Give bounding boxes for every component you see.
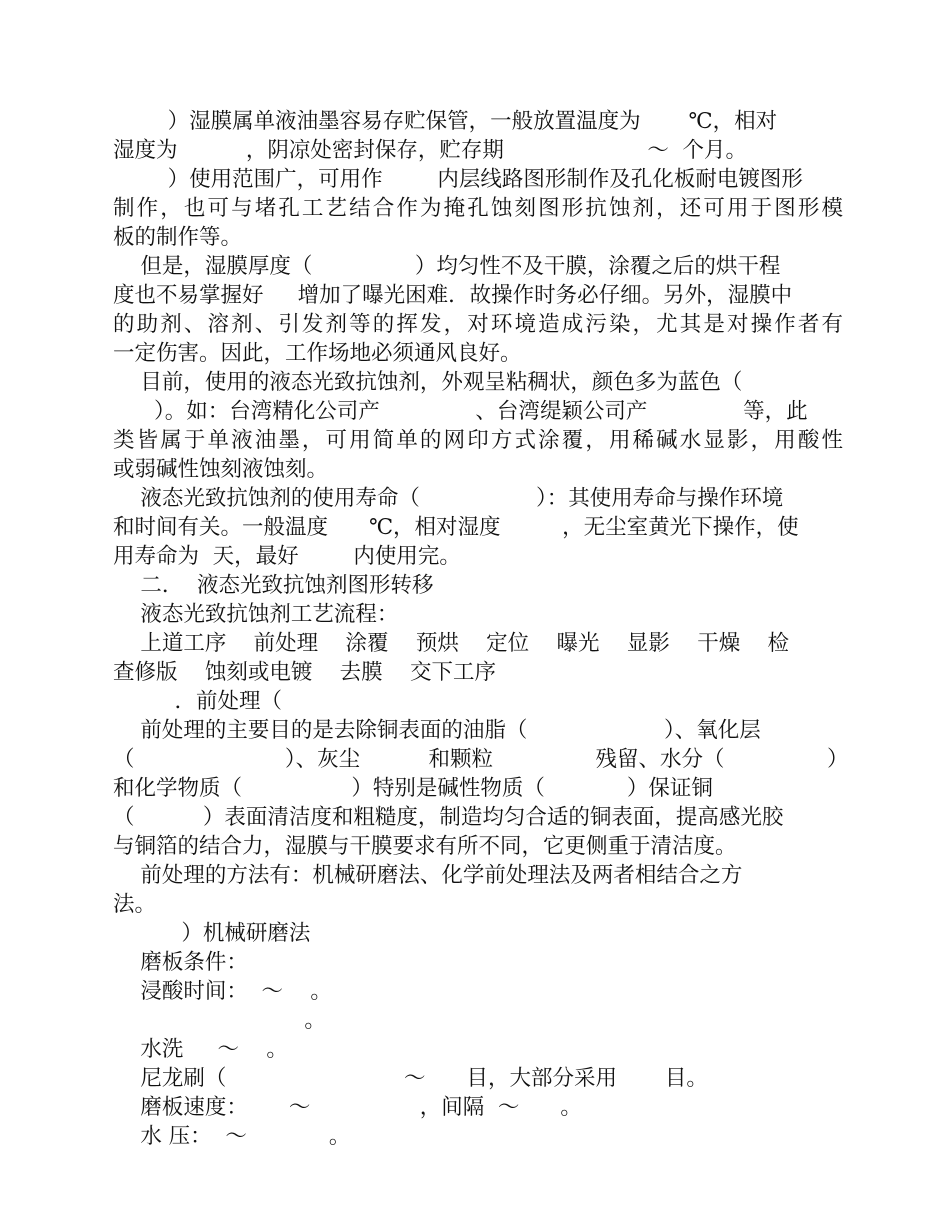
text-line-34: 尼龙刷（ ～ 目，大部分采用 目。 (113, 1066, 708, 1091)
text-line-8: 的助剂、溶剂、引发剂等的挥发，对环境造成污染，尤其是对操作者有 (113, 312, 843, 337)
text-line-2: 湿度为 ，阴凉处密封保存，贮存期 ～ 个月。 (113, 138, 748, 163)
text-line-31: 浸酸时间： ～ 。 (113, 979, 332, 1004)
text-line-10: 目前，使用的液态光致抗蚀剂，外观呈粘稠状，颜色多为蓝色（ (113, 370, 743, 395)
text-line-33: 水洗 ～ 。 (113, 1037, 288, 1062)
text-line-16: 用寿命为 天，最好 内使用完。 (113, 544, 461, 569)
text-line-12: 类皆属于单液油墨，可用简单的网印方式涂覆，用稀碱水显影，用酸性 (113, 428, 843, 453)
text-line-23: （ ）、灰尘 和颗粒 残留、水分（ ） (113, 747, 849, 772)
text-line-36: 水 压： ～ 。 (113, 1124, 351, 1149)
text-line-13: 或弱碱性蚀刻液蚀刻。 (113, 457, 329, 482)
text-line-18: 液态光致抗蚀剂工艺流程： (113, 602, 399, 627)
text-line-28: 法。 (113, 892, 157, 917)
text-line-11: ）。如：台湾精化公司产 、台湾缇颖公司产 等，此 (113, 399, 808, 424)
text-line-25: （ ）表面清洁度和粗糙度，制造均匀合适的铜表面，提高感光胶 (113, 805, 784, 830)
text-line-27: 前处理的方法有：机械研磨法、化学前处理法及两者相结合之方 (113, 863, 743, 888)
text-line-24: 和化学物质（ ）特别是碱性物质（ ）保证铜 (113, 776, 713, 801)
text-line-14: 液态光致抗蚀剂的使用寿命（ ）：其使用寿命与操作环境 (113, 486, 784, 511)
process-flow-line-2: 查修版 蚀刻或电镀 去膜 交下工序 (113, 660, 497, 685)
text-line-4: 制作，也可与堵孔工艺结合作为掩孔蚀刻图形抗蚀剂，还可用于图形模 (113, 196, 843, 221)
section-heading-2: 二． 液态光致抗蚀剂图形转移 (113, 573, 434, 598)
text-line-6: 但是，湿膜厚度（ ）均匀性不及干膜，涂覆之后的烘干程 (113, 254, 781, 279)
text-line-5: 板的制作等。 (113, 225, 243, 250)
text-line-9: 一定伤害。因此，工作场地必须通风良好。 (113, 341, 522, 366)
text-line-26: 与铜箔的结合力，湿膜与干膜要求有所不同，它更侧重于清洁度。 (113, 834, 737, 859)
text-line-7: 度也不易掌握好 增加了曝光困难．故操作时务必仔细。另外，湿膜中 (113, 283, 793, 308)
subsection-heading-pretreatment: ．前处理（ (113, 689, 283, 714)
text-line-35: 磨板速度： ～ ，间隔 ～ 。 (113, 1095, 582, 1120)
text-line-15: 和时间有关。一般温度 ℃，相对湿度 ，无尘室黄光下操作，使 (113, 515, 799, 540)
text-line-22: 前处理的主要目的是去除铜表面的油脂（ ）、氧化层 (113, 718, 761, 743)
subsection-heading-mechanical: ）机械研磨法 (113, 921, 311, 946)
text-line-32: 。 (113, 1008, 326, 1033)
text-line-3: ）使用范围广，可用作 内层线路图形制作及孔化板耐电镀图形 (113, 167, 803, 192)
process-flow-line-1: 上道工序 前处理 涂覆 预烘 定位 曝光 显影 干燥 检 (113, 631, 790, 656)
text-line-30: 磨板条件： (113, 950, 248, 975)
text-line-1: ）湿膜属单液油墨容易存贮保管，一般放置温度为 ℃，相对 (113, 109, 778, 134)
